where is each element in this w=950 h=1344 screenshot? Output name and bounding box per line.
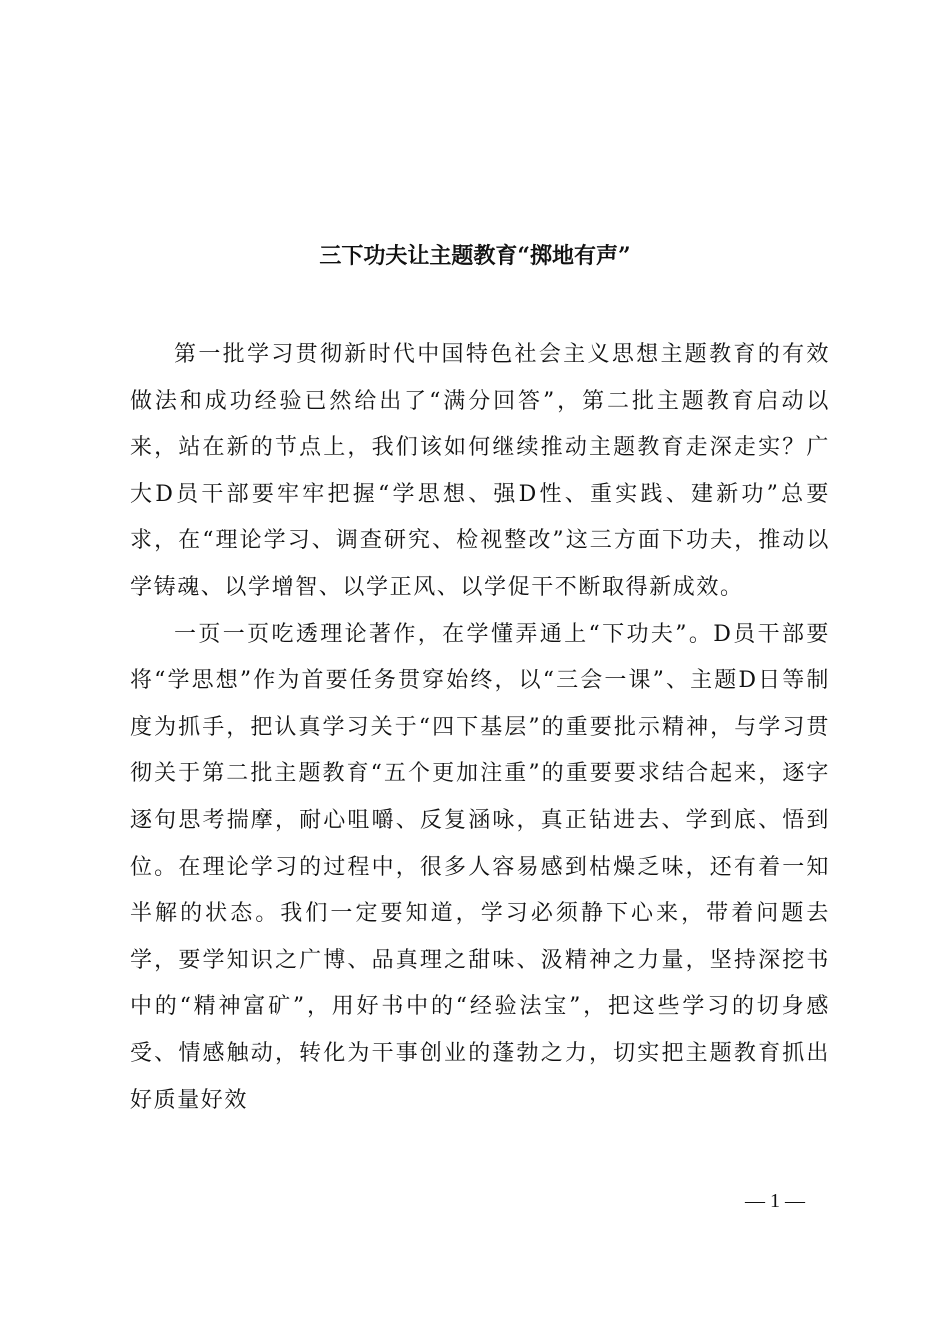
page-number: — 1 — <box>745 1190 805 1212</box>
paragraph-1: 第一批学习贯彻新时代中国特色社会主义思想主题教育的有效做法和成功经验已然给出了“满分回答”，第二批主题教育启动以来，站在新的节点上，我们该如何继续推动主题教育走深走实？广大D员干部要牢牢把握“学思想、强D性、重实践、建新功”总要求，在“理论学习、调查研究、检视整改”这三方面下功夫，推动以学铸魂、以学增智、以学正风、以学促干不断取得新成效。 <box>130 342 830 600</box>
document-body <box>130 332 830 1124</box>
document-title: 三下功夫让主题教育“掷地有声” <box>319 243 631 269</box>
paragraph-2: 一页一页吃透理论著作，在学懂弄通上“下功夫”。D员干部要将“学思想”作为首要任务贯穿始终，以“三会一课”、主题D日等制度为抓手，把认真学习关于“四下基层”的重要批示精神，与学习贯彻关于第二批主题教育“五个更加注重”的重要要求结合起来，逐字逐句思考揣摩，耐心咀嚼、反复涵咏，真正钻进去、学到底、悟到位。在理论学习的过程中，很多人容易感到枯燥乏味，还有着一知半解的状态。我们一定要知道，学习必须静下心来，带着问题去学，要学知识之广博、品真理之甜味、汲精神之力量，坚持深挖书中的“精神富矿”，用好书中的“经验法宝”，把这些学习的切身感受、情感触动，转化为干事创业的蓬勃之力，切实把主题教育抓出好质量好效 <box>130 621 830 1113</box>
